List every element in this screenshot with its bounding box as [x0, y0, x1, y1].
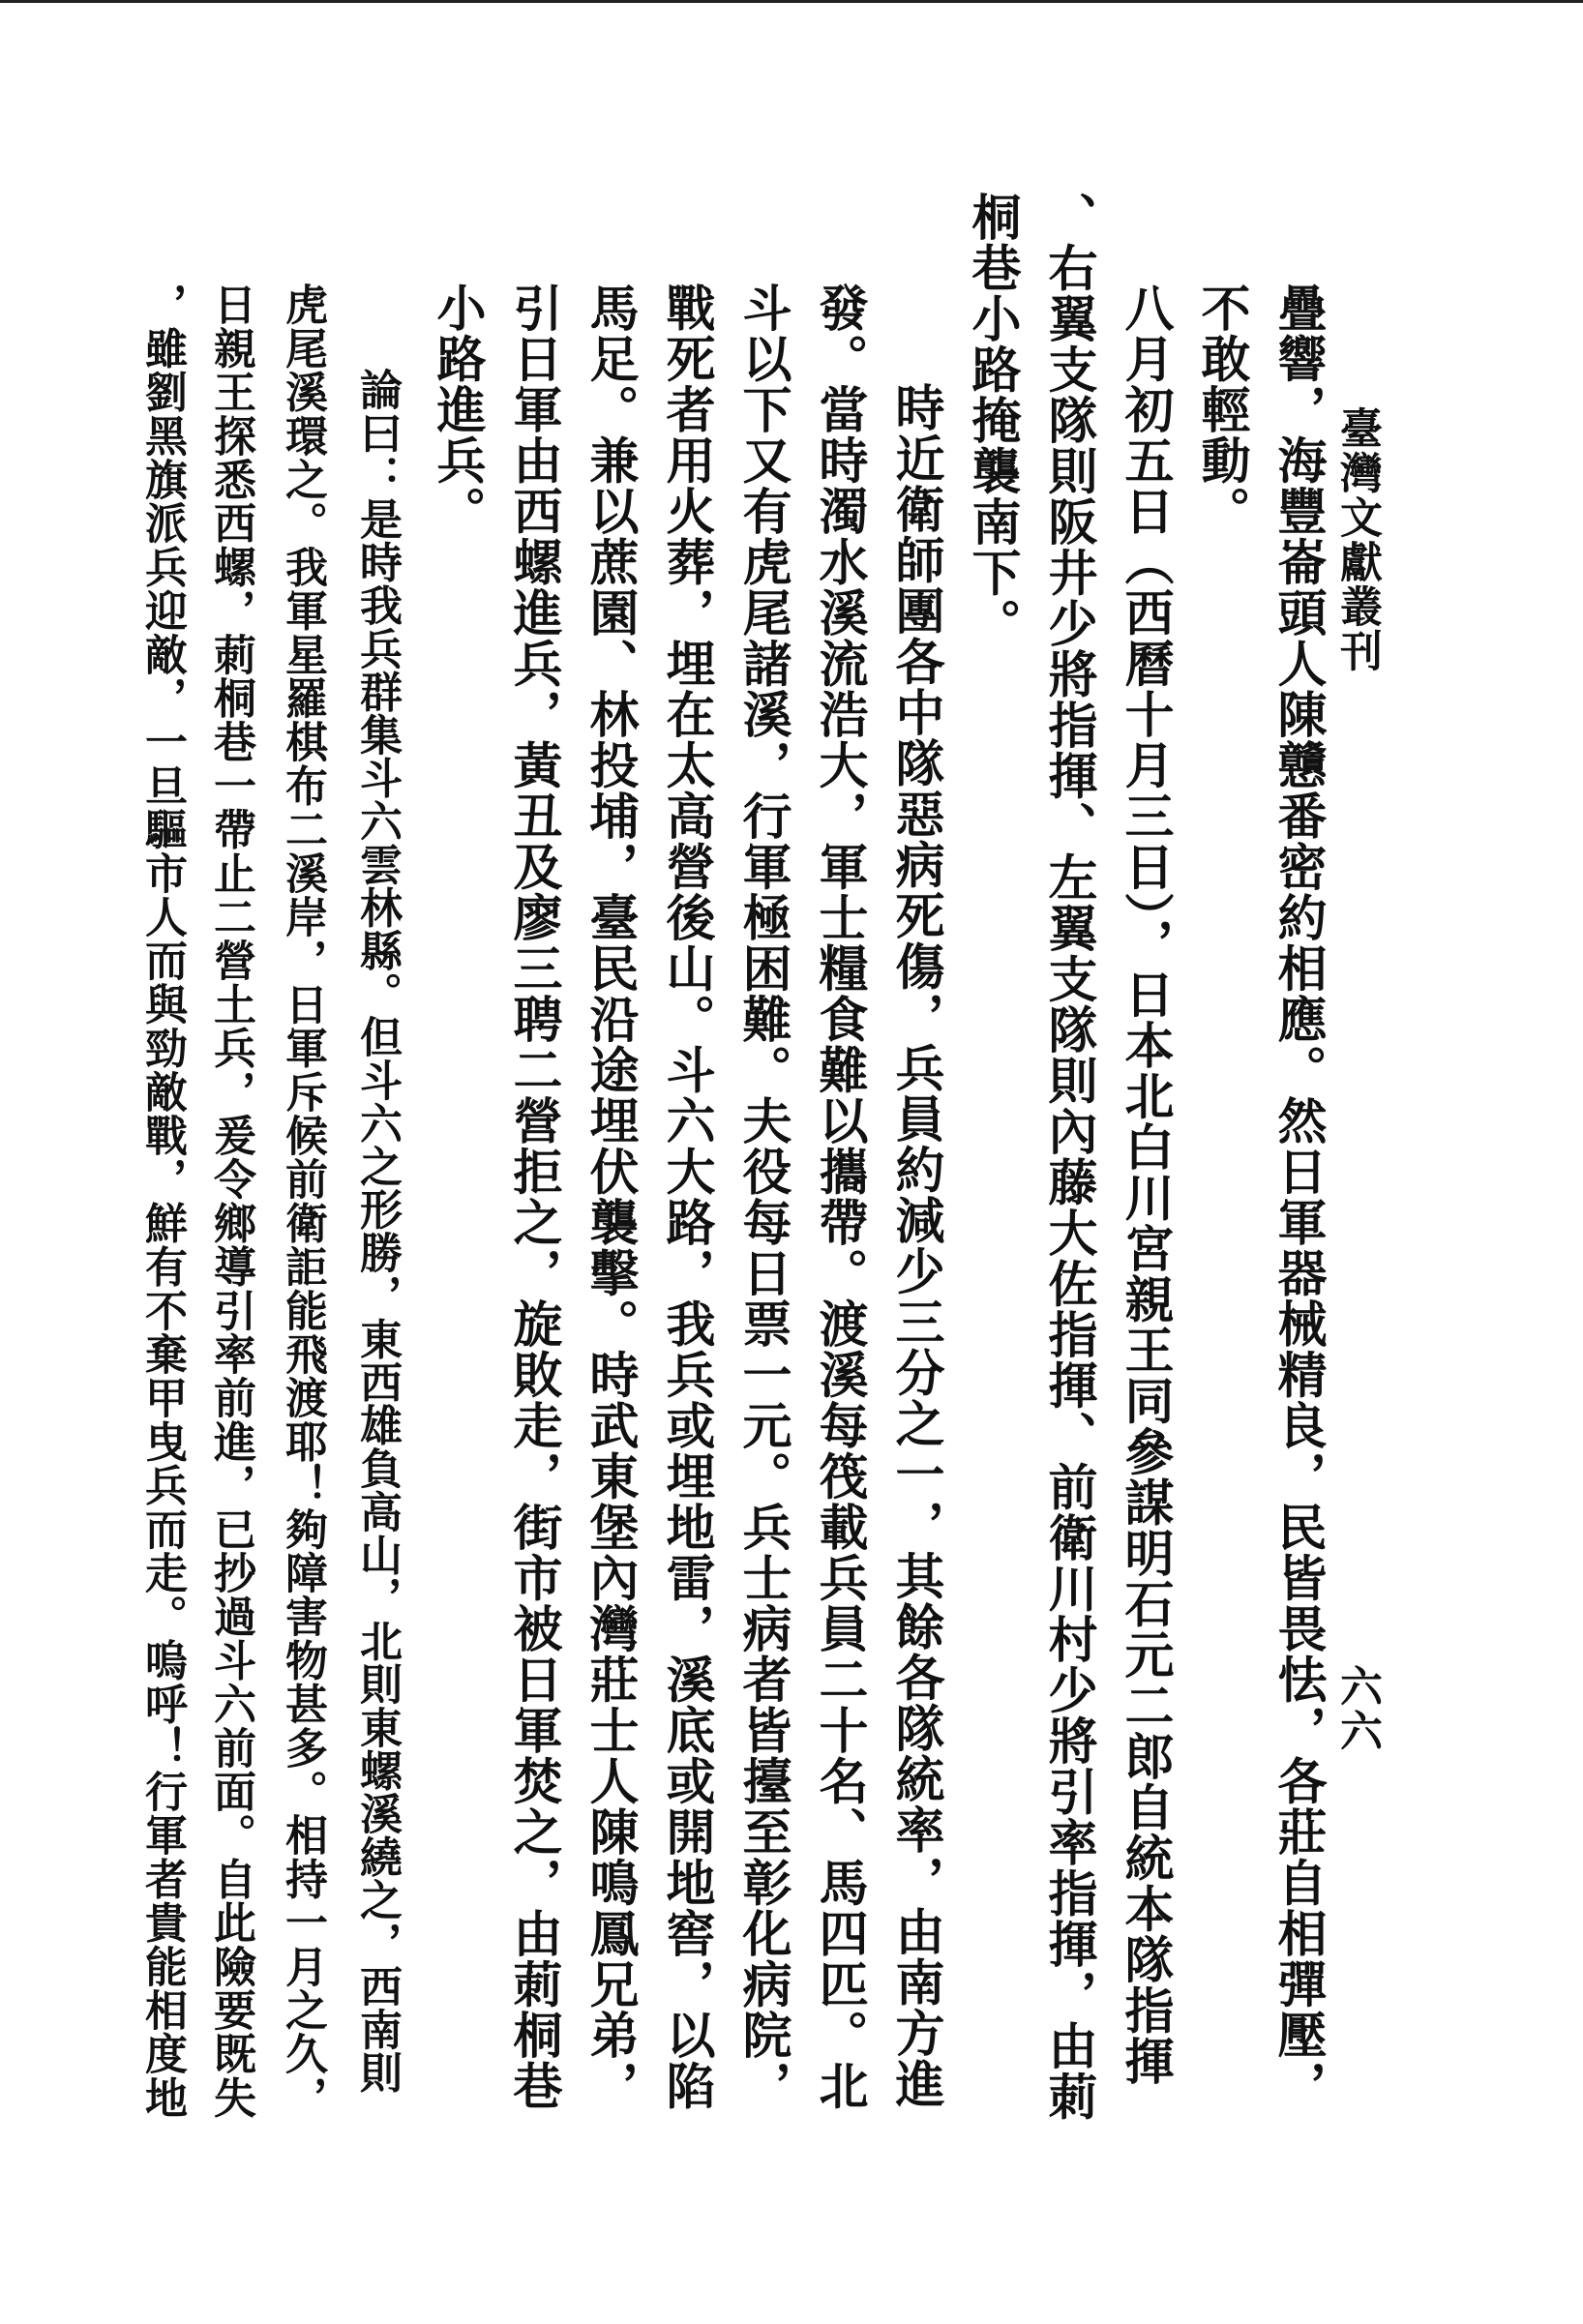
text-column-11: 引日軍由西螺進兵，黃丑及廖三聘二營拒之，旋敗走，街市被日軍焚之，由莿桐巷	[504, 283, 562, 2111]
text-column-12: 小路進兵。	[428, 283, 486, 537]
text-column-2: 不敢輕動。	[1192, 283, 1250, 537]
text-column-9: 戰死者用火葬，埋在太高營後山。斗六大路，我兵或埋地雷，溪底或開地窖，以陷	[657, 283, 715, 2111]
text-column-4: 、右翼支隊則阪井少將指揮、左翼支隊則內藤大佐指揮、前衛川村少將引率指揮，由莿	[1039, 192, 1097, 2122]
commentary-column-4: ，雖劉黑旗派兵迎敵，一旦驅市人而與勁敵戰，鮮有不棄甲曳兵而走。嗚呼！行軍者貴能相度地	[137, 283, 187, 2120]
commentary-column-1: 論曰：是時我兵群集斗六雲林縣。但斗六之形勝，東西雄負高山，北則東螺溪繞之，西南則	[352, 368, 402, 2094]
text-column-8: 斗以下又有虎尾諸溪，行軍極困難。夫役每日票一元。兵士病者皆擡至彰化病院，	[733, 283, 792, 2111]
commentary-column-2: 虎尾溪環之。我軍星羅棋布二溪岸，日軍斥候前衛詎能飛渡耶！夠障害物甚多。相持一月之久，	[278, 283, 327, 2120]
running-title: 臺灣文獻叢刊	[1332, 406, 1382, 673]
page-number: 六六	[1332, 1664, 1382, 1753]
top-rule	[0, 0, 1583, 3]
text-column-10: 馬足。兼以蔗園、林投埔，臺民沿途埋伏襲擊。時武東堡內灣莊士人陳鳴鳳兄弟，	[581, 283, 639, 2111]
text-column-1: 疊響，海豐崙頭人陳戇番密約相應。然日軍器械精良，民皆畏怯，各莊自相彈壓，	[1269, 283, 1327, 2111]
text-column-6: 時近衛師團各中隊惡病死傷，兵員約減少三分之一，其餘各隊統率，由南方進	[886, 382, 944, 2109]
commentary-column-3: 日親王探悉西螺，莿桐巷一帶止二營土兵，爰令鄉導引率前進，已抄過斗六前面。自此險要既失	[206, 283, 255, 2120]
text-column-3: 八月初五日（西曆十月三日），日本北白川宮親王同參謀明石元二郎自統本隊指揮	[1116, 283, 1174, 2087]
text-column-5: 桐巷小路掩襲南下。	[963, 192, 1021, 649]
text-column-7: 發。當時濁水溪流浩大，軍士糧食難以攜帶。渡溪每筏載兵員二十名、馬四匹。北	[810, 283, 868, 2111]
